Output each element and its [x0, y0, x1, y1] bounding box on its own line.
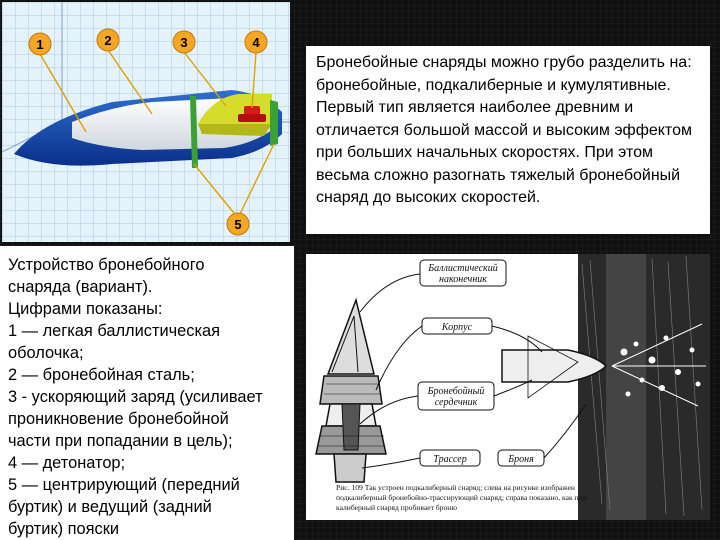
armor-plate: [578, 254, 710, 520]
marker-5-label: 5: [234, 217, 242, 232]
marker-4-label: 4: [252, 35, 260, 50]
projectile-description-panel: [0, 246, 294, 540]
marker-2-label: 2: [104, 33, 112, 48]
marker-3-label: 3: [180, 35, 188, 50]
subcaliber-drawing-panel: [306, 254, 710, 520]
rear-band: [270, 100, 278, 146]
label-core-line2: сердечник: [434, 397, 478, 408]
marker-3: [173, 31, 195, 53]
marker-1-label: 1: [36, 37, 44, 52]
marker-2: [97, 29, 119, 51]
intro-text: Бронебойные снаряды можно грубо разделить на: бронебойные, подкалиберные и кумулятивные. Первый тип является наиболее древним и отличается большой массой и высоким эффектом при больших начальных скоростях. При этом весьма сложно разогнать тяжелый бронебойный снаряд до высоких скоростей.: [316, 54, 692, 206]
label-core-line1: Бронебойный: [427, 386, 485, 397]
projectile-description-text: Устройство бронебойного снаряда (вариант). Цифрами показаны: 1 — легкая баллистическая оболочка; 2 — бронебойная сталь; 3 - ускоряющий заряд (усиливает проникновение бронебойной части при попадании в цель); 4 — детонатор; 5 — центрирующий (передний буртик) и ведущий (задний буртик) пояски: [8, 256, 263, 538]
marker-1: [29, 33, 51, 55]
marker-5: [227, 213, 249, 235]
label-ballistic-tip-line1: Баллистический: [428, 263, 498, 274]
intro-text-panel: [306, 46, 710, 234]
marker-4: [245, 31, 267, 53]
projectile-3d-svg: [2, 2, 290, 242]
label-tracer: Трассер: [433, 454, 467, 465]
label-body: Корпус: [441, 322, 473, 333]
caption-line-2: подкалиберный бронебойно-трассирующий снаряд; справа показано, как под-: [336, 493, 589, 502]
label-ballistic-tip-line2: наконечник: [439, 274, 487, 285]
subcaliber-drawing-svg: [306, 254, 710, 520]
projectile-3d-diagram: [2, 2, 290, 242]
label-armor: Броня: [508, 454, 534, 465]
caption-line-3: калиберный снаряд пробивает броню: [336, 503, 458, 512]
caption-line-1: Рис. 109 Так устроен подкалиберный снаряд; слева на рисунке изображен: [336, 483, 575, 492]
